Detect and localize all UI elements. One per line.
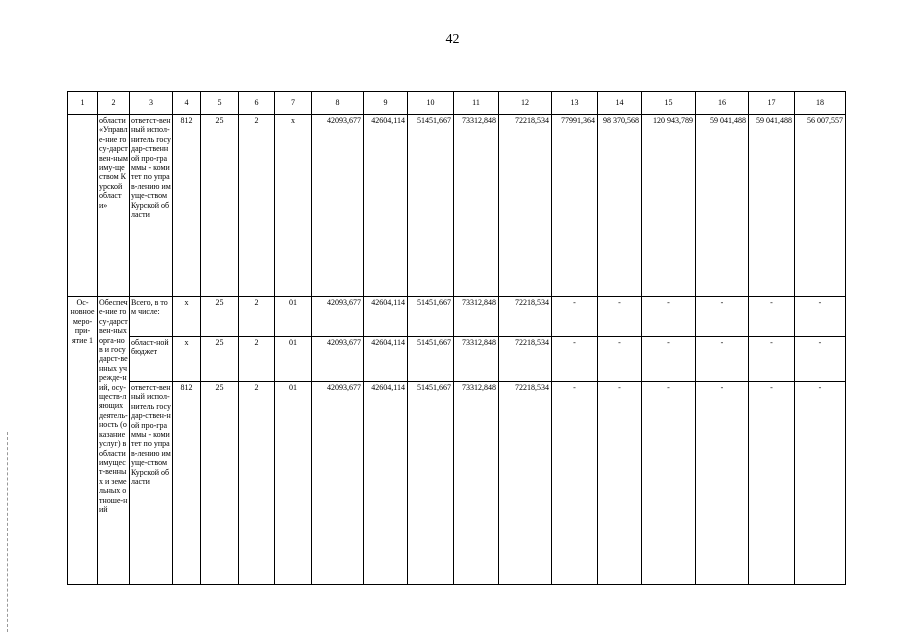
cell-executor: област-ной бюджет xyxy=(130,337,173,382)
cell-measure: Ос-новное меро-при-ятие 1 xyxy=(68,297,98,585)
cell-amount: 120 943,789 xyxy=(642,115,696,297)
cell-measure-name: Обеспече-ние госу-дарствен-ных орга-нов и государст-венных учрежде-ний, осу-ществ-ляющих деятель-ность (оказание услуг) в области имущест-венных и земельных отноше-ний xyxy=(98,297,130,585)
table-row xyxy=(68,297,846,337)
cell-amount: 51451,667 xyxy=(408,337,454,382)
col-header: 9 xyxy=(364,92,408,115)
cell-amount: 51451,667 xyxy=(408,115,454,297)
cell-grbs: х xyxy=(173,337,201,382)
col-header: 15 xyxy=(642,92,696,115)
cell-amount: 98 370,568 xyxy=(598,115,642,297)
header-row xyxy=(68,92,846,115)
col-header: 17 xyxy=(749,92,795,115)
cell-code: 25 xyxy=(201,337,239,382)
cell-amount: 42093,677 xyxy=(312,382,364,585)
col-header: 6 xyxy=(239,92,275,115)
cell-amount: - xyxy=(696,297,749,337)
cell-code: 2 xyxy=(239,115,275,297)
cell-code: 01 xyxy=(275,297,312,337)
cell-amount: 72218,534 xyxy=(499,115,552,297)
col-header: 1 xyxy=(68,92,98,115)
cell-measure xyxy=(68,115,98,297)
cell-amount: - xyxy=(795,337,846,382)
cell-grbs: х xyxy=(173,297,201,337)
scan-artifact-line xyxy=(7,432,9,632)
cell-amount: 72218,534 xyxy=(499,337,552,382)
cell-grbs: 812 xyxy=(173,115,201,297)
cell-amount: 56 007,557 xyxy=(795,115,846,297)
cell-amount: - xyxy=(642,297,696,337)
col-header: 8 xyxy=(312,92,364,115)
budget-table xyxy=(67,91,846,585)
page-number: 42 xyxy=(445,32,460,47)
col-header: 7 xyxy=(275,92,312,115)
cell-amount: 42604,114 xyxy=(364,337,408,382)
cell-code: 2 xyxy=(239,382,275,585)
cell-amount: 73312,848 xyxy=(454,382,499,585)
cell-amount: 73312,848 xyxy=(454,115,499,297)
col-header: 13 xyxy=(552,92,598,115)
cell-amount: 73312,848 xyxy=(454,337,499,382)
cell-code: 25 xyxy=(201,297,239,337)
table-row xyxy=(68,115,846,297)
cell-grbs: 812 xyxy=(173,382,201,585)
cell-amount: 51451,667 xyxy=(408,297,454,337)
cell-amount: 72218,534 xyxy=(499,382,552,585)
cell-amount: 73312,848 xyxy=(454,297,499,337)
col-header: 2 xyxy=(98,92,130,115)
cell-code: 25 xyxy=(201,382,239,585)
col-header: 12 xyxy=(499,92,552,115)
cell-amount: - xyxy=(598,297,642,337)
cell-amount: 51451,667 xyxy=(408,382,454,585)
cell-code: 01 xyxy=(275,382,312,585)
cell-amount: 42093,677 xyxy=(312,115,364,297)
cell-amount: 42604,114 xyxy=(364,297,408,337)
table-row xyxy=(68,382,846,585)
col-header: 14 xyxy=(598,92,642,115)
cell-amount: - xyxy=(598,337,642,382)
cell-amount: 59 041,488 xyxy=(749,115,795,297)
cell-amount: - xyxy=(795,382,846,585)
cell-code: 01 xyxy=(275,337,312,382)
cell-amount: - xyxy=(696,337,749,382)
table-row xyxy=(68,337,846,382)
cell-amount: - xyxy=(552,382,598,585)
col-header: 10 xyxy=(408,92,454,115)
cell-amount: - xyxy=(642,337,696,382)
cell-amount: 59 041,488 xyxy=(696,115,749,297)
cell-amount: 72218,534 xyxy=(499,297,552,337)
col-header: 11 xyxy=(454,92,499,115)
cell-executor: ответст-венный испол-нитель государ-ственной про-граммы - комитет по управ-лению имуще-ством Курской области xyxy=(130,115,173,297)
cell-amount: 42604,114 xyxy=(364,115,408,297)
col-header: 4 xyxy=(173,92,201,115)
cell-code: 25 xyxy=(201,115,239,297)
cell-amount: - xyxy=(552,297,598,337)
cell-amount: - xyxy=(749,337,795,382)
cell-amount: - xyxy=(552,337,598,382)
cell-code: 2 xyxy=(239,297,275,337)
cell-amount: - xyxy=(696,382,749,585)
cell-amount: - xyxy=(598,382,642,585)
cell-amount: 42093,677 xyxy=(312,297,364,337)
cell-amount: 42093,677 xyxy=(312,337,364,382)
cell-code: х xyxy=(275,115,312,297)
cell-amount: - xyxy=(795,297,846,337)
cell-executor: Всего, в том числе: xyxy=(130,297,173,337)
cell-code: 2 xyxy=(239,337,275,382)
cell-amount: 42604,114 xyxy=(364,382,408,585)
cell-amount: - xyxy=(642,382,696,585)
cell-executor: ответст-венный испол-нитель государ-ствен-ной про-граммы - комитет по управ-лению имуще-ством Курской области xyxy=(130,382,173,585)
cell-amount: 77991,364 xyxy=(552,115,598,297)
cell-amount: - xyxy=(749,297,795,337)
col-header: 16 xyxy=(696,92,749,115)
cell-program-name: области «Управле-ние госу-дарствен-ным иму-ществом Курской области» xyxy=(98,115,130,297)
col-header: 3 xyxy=(130,92,173,115)
cell-amount: - xyxy=(749,382,795,585)
col-header: 18 xyxy=(795,92,846,115)
col-header: 5 xyxy=(201,92,239,115)
